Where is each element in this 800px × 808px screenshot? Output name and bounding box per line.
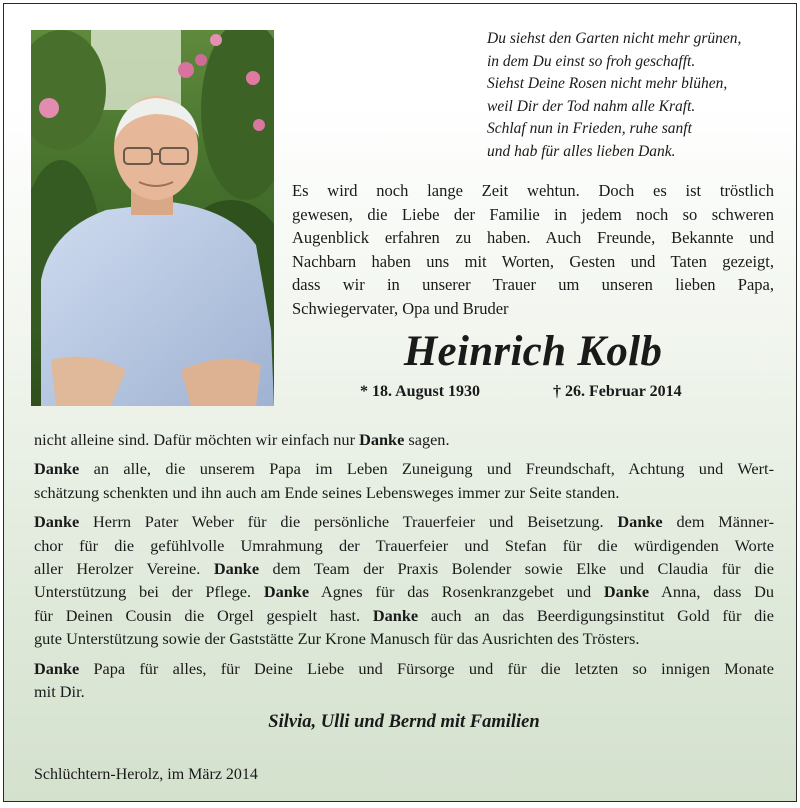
poem-verse — [487, 28, 787, 163]
intro-line: Nachbarn haben uns mit Worten, Gesten und Taten gezeigt, — [292, 251, 774, 271]
danke-word: Danke — [34, 658, 80, 678]
rose-flower — [210, 34, 222, 46]
text-line: aller Herolzer Vereine. Danke dem Team der Praxis Bolender sowie Elke und Claudia für die — [34, 558, 774, 578]
text-line: schätzung schenkten und ihn auch am Ende seines Lebensweges immer zur Seite standen. — [34, 482, 620, 502]
danke-word: Danke — [603, 582, 650, 602]
text-line: nicht alleine sind. Dafür möchten wir einfach nur Danke sagen. — [34, 430, 450, 449]
intro-line: Schwiegervater, Opa und Bruder — [292, 298, 509, 318]
danke-word: Danke — [372, 605, 419, 625]
poem-line: Du siehst den Garten nicht mehr grünen, — [487, 30, 742, 47]
poem-line: Siehst Deine Rosen nicht mehr blühen, — [487, 75, 728, 92]
danke-word: Danke — [213, 558, 260, 578]
text-line: Danke Papa für alles, für Deine Liebe und Fürsorge und für die letzten so innigen Monate — [34, 658, 774, 678]
intro-line: Augenblick erfahren zu haben. Auch Freunde, Bekannte und — [292, 228, 774, 248]
text-line: mit Dir. — [34, 681, 85, 701]
obituary-notice — [3, 3, 797, 802]
intro-line: gewesen, die Liebe der Familie in jedem noch so schweren — [292, 204, 774, 224]
portrait-photo — [31, 30, 274, 406]
text-line: chor für die gefühlvolle Umrahmung der Trauerfeier und Stefan für die würdigenden Worte — [34, 535, 774, 555]
rose-flower — [39, 98, 59, 118]
poem-line: und hab für alles lieben Dank. — [487, 142, 676, 160]
deceased-name: Heinrich Kolb — [403, 328, 663, 375]
rose-flower — [178, 62, 194, 78]
danke-word: Danke — [34, 512, 80, 532]
danke-word: Danke — [34, 459, 80, 479]
rose-flower — [253, 119, 265, 131]
intro-line: Es wird noch lange Zeit wehtun. Doch es ist tröstlich — [292, 181, 774, 200]
birth-date: * 18. August 1930 — [360, 383, 481, 400]
signature: Silvia, Ulli und Bernd mit Familien — [268, 712, 540, 732]
rose-flower — [246, 71, 260, 85]
danke-word: Danke — [617, 512, 663, 532]
poem-line: in dem Du einst so froh geschafft. — [487, 52, 696, 70]
danke-word: Danke — [263, 582, 310, 602]
danke-word: Danke — [359, 430, 405, 449]
text-line: Unterstützung bei der Pflege. Danke Agnes für das Rosenkranzgebet und Danke Anna, dass Du — [34, 582, 774, 602]
thanks-paragraph — [34, 428, 774, 451]
rose-flower — [195, 54, 207, 66]
text-line: Danke an alle, die unserem Papa im Leben Zuneigung und Freundschaft, Achtung und Wert- — [34, 459, 774, 479]
thanks-paragraph — [34, 657, 774, 704]
place-date: Schlüchtern-Herolz, im März 2014 — [34, 766, 258, 783]
death-date: † 26. Februar 2014 — [553, 383, 682, 400]
thanks-text — [34, 428, 774, 709]
intro-paragraph — [292, 179, 774, 321]
thanks-paragraph — [34, 510, 774, 650]
poem-line: Schlaf nun in Frieden, ruhe sanft — [487, 120, 692, 137]
intro-line: dass wir in unserer Trauer um unseren lieben Papa, — [292, 275, 774, 295]
text-line: Danke Herrn Pater Weber für die persönliche Trauerfeier und Beisetzung. Danke dem Männer- — [34, 512, 775, 532]
thanks-paragraph — [34, 457, 774, 504]
poem-line: weil Dir der Tod nahm alle Kraft. — [487, 97, 696, 115]
text-line: für Deinen Cousin die Orgel gespielt hast. Danke auch an das Beerdigungsinstitut Gold für die — [34, 605, 774, 625]
text-line: gute Unterstützung sowie der Gaststätte Zur Krone Manusch für das Ausrichten des Trösters. — [34, 629, 640, 649]
